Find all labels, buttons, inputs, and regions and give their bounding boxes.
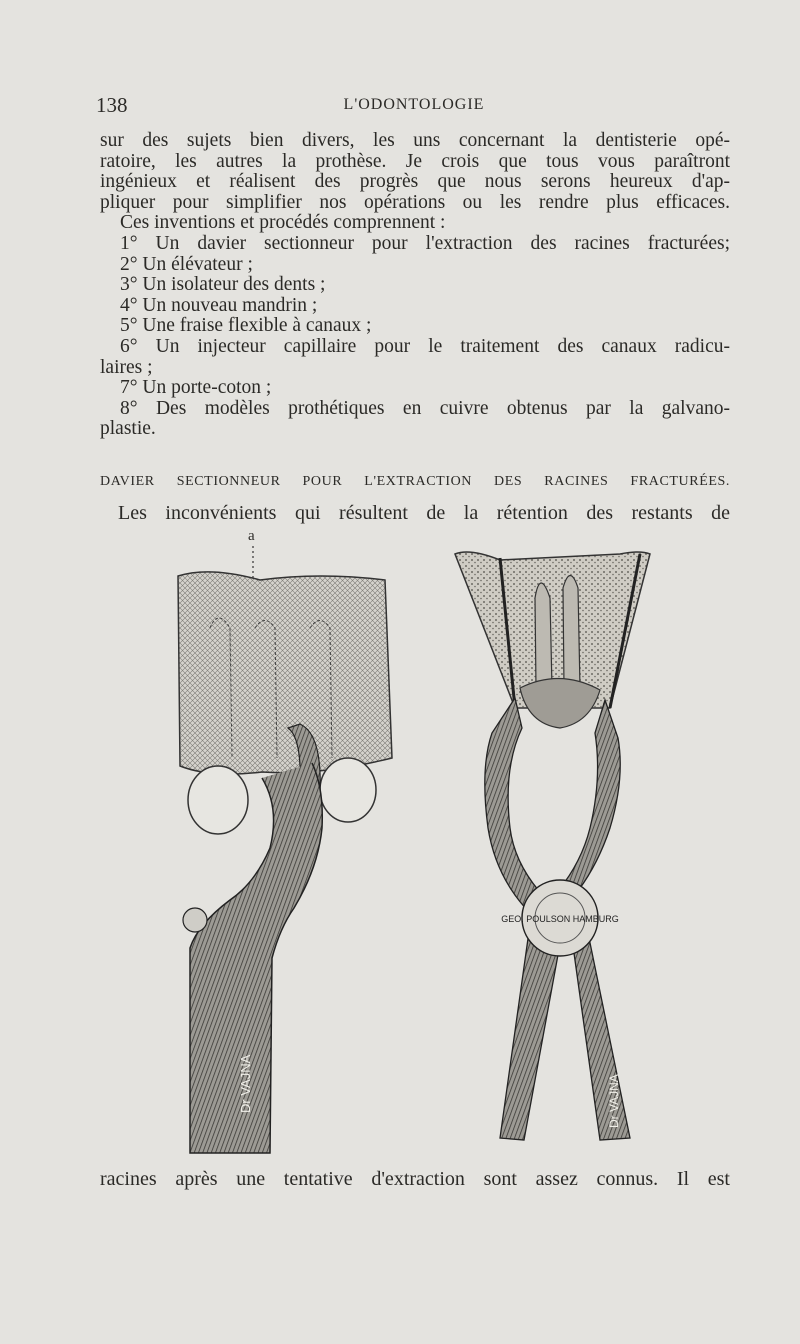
forceps-illustration	[170, 528, 670, 1158]
figure-label-a: a	[248, 528, 255, 544]
running-title: L'ODONTOLOGIE	[343, 96, 485, 113]
paragraph-start: Les inconvénients qui résultent de la rétention des restants de	[118, 502, 730, 524]
list-item: 3° Un isolateur des dents ;	[120, 274, 326, 296]
page-header	[96, 93, 732, 123]
page-number: 138	[96, 93, 128, 117]
tooth-crown-right	[320, 758, 376, 822]
root-stump	[520, 678, 600, 728]
list-item: 7° Un porte-coton ;	[120, 377, 272, 399]
beak-right	[550, 700, 620, 903]
right-forceps	[455, 552, 650, 1140]
paragraph-end: racines après une tentative d'extraction sont assez connus. Il est	[100, 1168, 730, 1190]
forceps-engraving	[170, 528, 670, 1158]
list-item: 6° Un injecteur capillaire pour le traitement des canaux radicu-	[120, 335, 730, 357]
tooth-crown-left	[188, 766, 248, 834]
section-title: DAVIER SECTIONNEUR POUR L'EXTRACTION DES RACINES FRACTURÉES.	[100, 474, 730, 489]
intro-line: ingénieux et réalisent des progrès que nous serons heureux d'ap-	[100, 171, 730, 193]
left-signature: Dr VAJNA	[238, 1054, 253, 1113]
body-text	[100, 131, 730, 440]
rubber-dam-sheet	[178, 572, 392, 774]
intro-line: ratoire, les autres la prothèse. Je crois que tous vous paraîtront	[100, 150, 730, 172]
list-item-continued: plastie.	[100, 418, 156, 440]
list-item: 8° Des modèles prothétiques en cuivre obtenus par la galvano-	[120, 397, 730, 419]
list-item: 1° Un davier sectionneur pour l'extraction des racines fracturées;	[120, 232, 730, 254]
stamp-text: GEO. POULSON HAMBURG	[501, 914, 619, 924]
intro-line: pliquer pour simplifier nos opérations ou les rendre plus efficaces.	[100, 191, 730, 213]
hinge-pin-left	[183, 908, 207, 932]
list-item-continued: laires ;	[100, 356, 153, 378]
intro-line: sur des sujets bien divers, les uns concernant la dentisterie opé-	[100, 130, 730, 151]
list-lead: Ces inventions et procédés comprennent :	[120, 212, 446, 234]
list-item: 4° Un nouveau mandrin ;	[120, 294, 318, 316]
list-item: 5° Une fraise flexible à canaux ;	[120, 315, 372, 337]
list-item: 2° Un élévateur ;	[120, 253, 253, 275]
right-signature: Dr VAJNA	[607, 1074, 621, 1128]
left-forceps	[178, 572, 392, 1153]
beak-left	[485, 698, 550, 913]
